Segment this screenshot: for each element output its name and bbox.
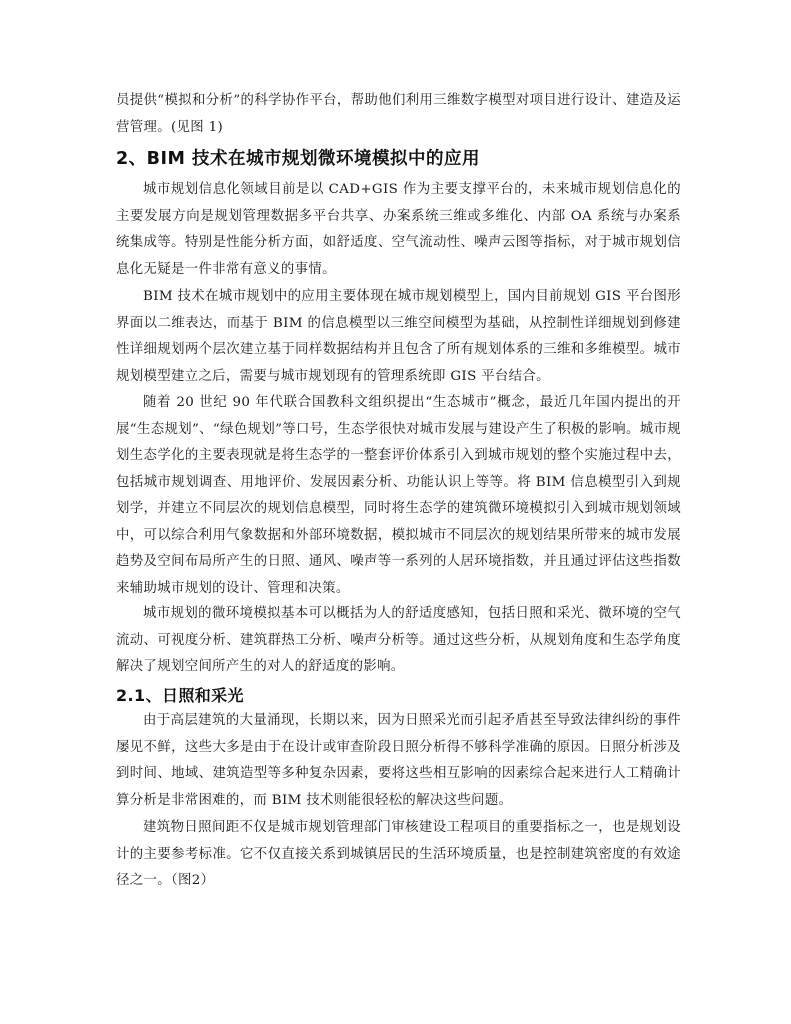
paragraph-high-rise-sunlight: 由于高层建筑的大量涌现，长期以来，因为日照采光而引起矛盾甚至导致法律纠纷的事件屡见不鲜，这些大多是由于在设计或审查阶段日照分析得不够科学准确的原因。日照分析涉及到时间、地域、建筑造型等多种复杂因素，要将这些相互影响的因素综合起来进行人工精确计算分析是非常困难的，而 BIM 技术则能很轻松的解决这些问题。 <box>116 713 681 808</box>
paragraph-bim-planning: BIM 技术在城市规划中的应用主要体现在城市规划模型上，国内目前规划 GIS 平台图形界面以二维表达，而基于 BIM 的信息模型以三维空间模型为基础，从控制性详细规划到修建性详细规划两个层次建立基于同样数据结构并且包含了所有规划体系的三维和多维模型。城市规划模型建立之后，需要与城市规划现有的管理系统即 GIS 平台结合。 <box>116 289 681 384</box>
paragraph-ecological-city: 随着 20 世纪 90 年代联合国教科文组织提出“生态城市”概念，最近几年国内提出的开展“生态规划”、“绿色规划”等口号，生态学很快对城市发展与建设产生了积极的影响。城市规划生态学化的主要表现就是将生态学的一整套评价体系引入到城市规划的整个实施过程中去，包括城市规划调查、用地评价、发展因素分析、功能认识上等等。将 BIM 信息模型引入到规划学，并建立不同层次的规划信息模型，同时将生态学的建筑微环境模拟引入到城市规划领域中，可以综合利用气象数据和外部环境数据，模拟城市不同层次的规划结果所带来的城市发展趋势及空间布局所产生的日照、通风、噪声等一系列的人居环境指数，并且通过评估这些指数来辅助城市规划的设计、管理和决策。 <box>116 395 681 596</box>
intro-paragraph: 员提供“模拟和分析”的科学协作平台，帮助他们利用三维数字模型对项目进行设计、建造及运营管理。(见图 1) <box>116 93 681 135</box>
section-2-heading: 2、BIM 技术在城市规划微环境模拟中的应用 <box>116 149 481 169</box>
paragraph-cad-gis: 城市规划信息化领域目前是以 CAD+GIS 作为主要支撑平台的，未来城市规划信息化的主要发展方向是规划管理数据多平台共享、办案系统三维或多维化、内部 OA 系统与办案系统集成等。特别是性能分析方面，如舒适度、空气流动性、噪声云图等指标，对于城市规划信息化无疑是一件非常有意义的事情。 <box>116 182 681 277</box>
section-2-1-heading: 2.1、日照和采光 <box>116 686 244 705</box>
paragraph-sunlight-spacing: 建筑物日照间距不仅是城市规划管理部门审核建设工程项目的重要指标之一，也是规划设计的主要参考标准。它不仅直接关系到城镇居民的生活环境质量，也是控制建筑密度的有效途径之一。（图2） <box>116 820 681 888</box>
paragraph-microenvironment: 城市规划的微环境模拟基本可以概括为人的舒适度感知，包括日照和采光、微环境的空气流动、可视度分析、建筑群热工分析、噪声分析等。通过这些分析，从规划角度和生态学角度解决了规划空间所产生的对人的舒适度的影响。 <box>116 606 681 674</box>
